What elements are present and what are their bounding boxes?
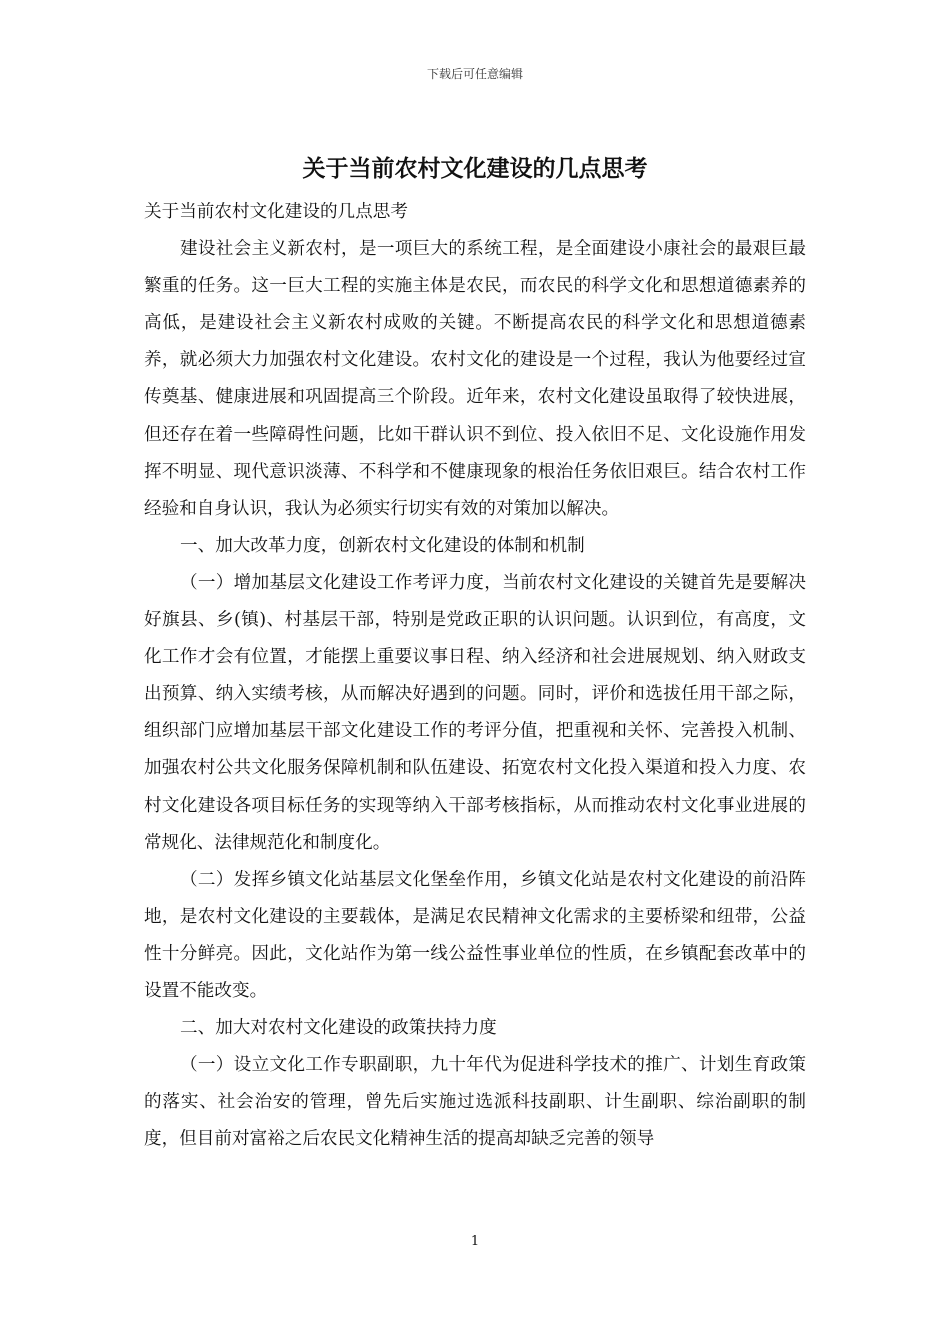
paragraph-2-1: （一）设立文化工作专职副职，九十年代为促进科学技术的推广、计划生育政策的落实、社会治安的管理，曾先后实施过选派科技副职、计生副职、综治副职的制度，但目前对富裕之后农民文化精神生活的提高却缺乏完善的领导 bbox=[144, 1055, 806, 1150]
paragraph-intro: 建设社会主义新农村，是一项巨大的系统工程，是全面建设小康社会的最艰巨最繁重的任务。这一巨大工程的实施主体是农民，而农民的科学文化和思想道德素养的高低，是建设社会主义新农村成败的关键。不断提高农民的科学文化和思想道德素养，就必须大力加强农村文化建设。农村文化的建设是一个过程，我认为他要经过宣传奠基、健康进展和巩固提高三个阶段。近年来，农村文化建设虽取得了较快进展，但还存在着一些障碍性问题，比如干群认识不到位、投入依旧不足、文化设施作用发挥不明显、现代意识淡薄、不科学和不健康现象的根治任务依旧艰巨。结合农村工作经验和自身认识，我认为必须实行切实有效的对策加以解决。 bbox=[144, 239, 806, 519]
paragraph-1-1: （一）增加基层文化建设工作考评力度，当前农村文化建设的关键首先是要解决好旗县、乡(镇)、村基层干部，特别是党政正职的认识问题。认识到位，有高度，文化工作才会有位置，才能摆上重要议事日程、纳入经济和社会进展规划、纳入财政支出预算、纳入实绩考核，从而解决好遇到的问题。同时，评价和选拔任用干部之际，组织部门应增加基层干部文化建设工作的考评分值，把重视和关怀、完善投入机制、加强农村公共文化服务保障机制和队伍建设、拓宽农村文化投入渠道和投入力度、农村文化建设各项目标任务的实现等纳入干部考核指标，从而推动农村文化事业进展的常规化、法律规范化和制度化。 bbox=[144, 572, 806, 853]
page-number: 1 bbox=[470, 1234, 480, 1249]
paragraph-1-2: （二）发挥乡镇文化站基层文化堡垒作用，乡镇文化站是农村文化建设的前沿阵地，是农村文化建设的主要载体，是满足农民精神文化需求的主要桥梁和纽带，公益性十分鲜亮。因此，文化站作为第一线公益性事业单位的性质，在乡镇配套改革中的设置不能改变。 bbox=[144, 869, 806, 1001]
document-title: 关于当前农村文化建设的几点思考 bbox=[302, 155, 648, 182]
document-subtitle: 关于当前农村文化建设的几点思考 bbox=[144, 202, 408, 222]
header-note: 下载后可任意编辑 bbox=[426, 67, 523, 81]
document-body bbox=[144, 194, 806, 1158]
section-heading-2: 二、加大对农村文化建设的政策扶持力度 bbox=[180, 1018, 497, 1039]
section-heading-1: 一、加大改革力度，创新农村文化建设的体制和机制 bbox=[180, 535, 585, 556]
